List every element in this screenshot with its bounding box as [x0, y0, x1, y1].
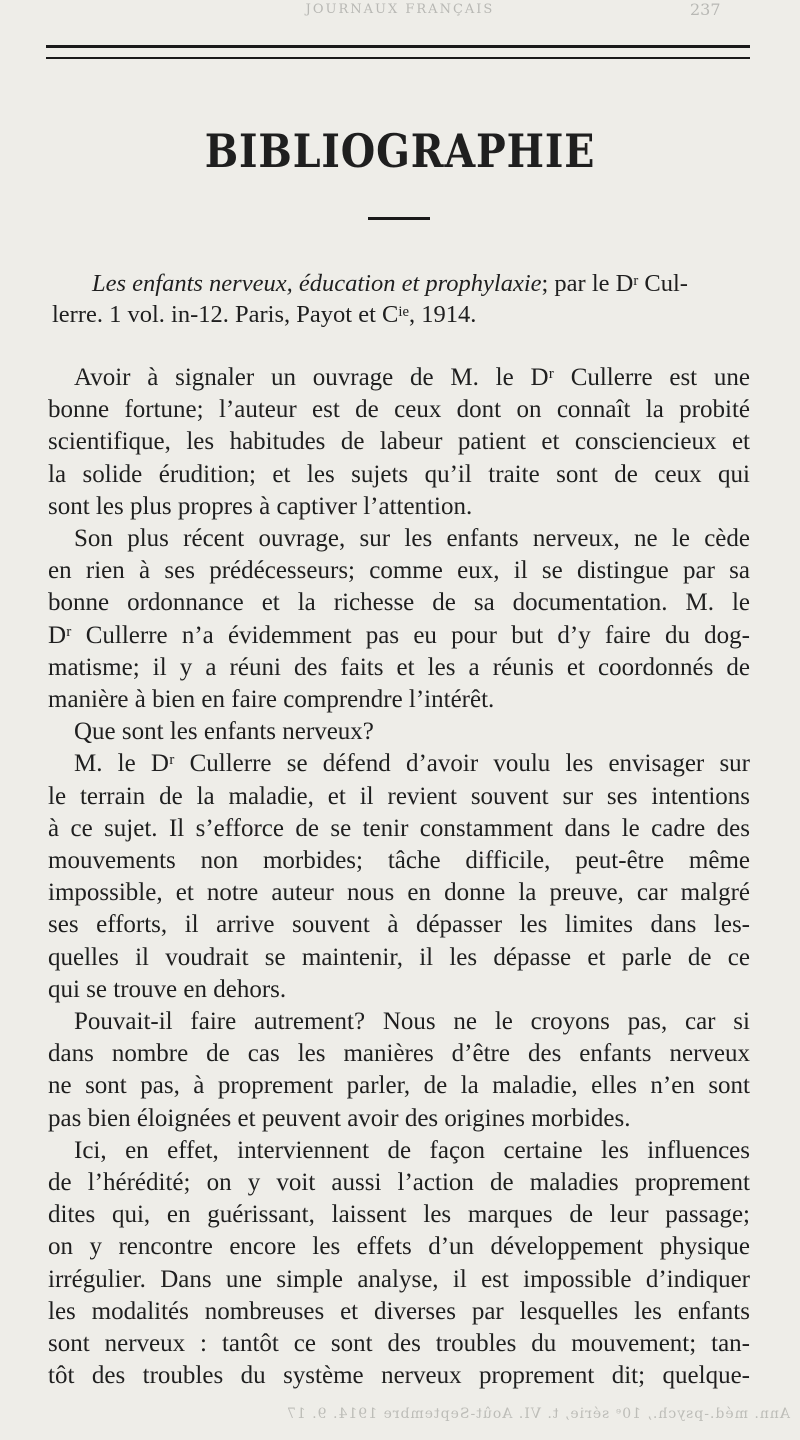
- text-line: irrégulier. Dans une simple analyse, il est impossible d’indiquer: [48, 1265, 750, 1293]
- running-head: JOURNAUX FRANÇAIS: [305, 2, 495, 17]
- text-line: quelles il voudrait se maintenir, il les dépasse et parle de ce: [48, 943, 750, 971]
- paragraph: [48, 1135, 750, 1393]
- book-citation: [52, 268, 750, 330]
- review-body: [48, 362, 750, 1393]
- text-line: de l’hérédité; on y voit aussi l’action de maladies proprement: [48, 1169, 750, 1197]
- section-title: BIBLIOGRAPHIE: [204, 124, 596, 178]
- text-line: ne sont pas, à proprement parler, de la maladie, elles n’en sont: [48, 1072, 750, 1100]
- citation-line-2: lerre. 1 vol. in-12. Paris, Payot et $C^{ie}$, 1914.: [52, 301, 477, 328]
- text-line: Avoir à signaler un ouvrage de M. le Dʳ Cullerre est une: [74, 364, 750, 391]
- text-line: Son plus récent ouvrage, sur les enfants nerveux, ne le cède: [74, 525, 750, 553]
- text-line: les modalités nombreuses et diverses par lesquelles les enfants: [48, 1297, 750, 1325]
- text-line: matisme; il y a réuni des faits et les a réunis et coordonnés de: [48, 653, 750, 681]
- text-line: impossible, et notre auteur nous en donne la preuve, car malgré: [48, 879, 750, 907]
- text-line: bonne ordonnance et la richesse de sa documentation. M. le: [48, 589, 750, 617]
- paragraph: [48, 362, 750, 523]
- text-line: en rien à ses prédécesseurs; comme eux, il se distingue par sa: [48, 557, 750, 585]
- text-line: sont les plus propres à captiver l’attention.: [48, 492, 473, 520]
- text-line: manière à bien en faire comprendre l’intérêt.: [48, 686, 495, 714]
- paragraph: [48, 748, 750, 1006]
- text-line: sont nerveux : tantôt ce sont des troubles du mouvement; tan-: [48, 1330, 750, 1358]
- text-line: la solide érudition; et les sujets qu’il traite sont de ceux qui: [48, 460, 750, 488]
- text-line: qui se trouve en dehors.: [48, 975, 287, 1003]
- citation-line-1: Les enfants nerveux, éducation et prophylaxie; par le $D^r$ Cul-: [92, 270, 688, 297]
- book-title: Les enfants nerveux, éducation et prophylaxie: [92, 270, 542, 297]
- text-line: Dʳ Cullerre n’a évidemment pas eu pour but d’y faire du dog-: [48, 621, 750, 649]
- paragraph: [48, 716, 750, 748]
- header-rule-thick: [46, 45, 750, 48]
- text-line: le terrain de la maladie, et il revient souvent sur ses intentions: [48, 782, 750, 810]
- text-line: ses efforts, il arrive souvent à dépasser les limites dans les-: [48, 911, 750, 939]
- text-line: pas bien éloignées et peuvent avoir des origines morbides.: [48, 1104, 631, 1132]
- text-line: bonne fortune; l’auteur est de ceux dont on connaît la probité: [48, 396, 750, 424]
- text-line: M. le Dʳ Cullerre se défend d’avoir voulu les envisager sur: [74, 750, 750, 778]
- paragraph: [48, 523, 750, 716]
- text-line: Pouvait-il faire autrement? Nous ne le croyons pas, car si: [74, 1008, 750, 1036]
- page-number: 237: [690, 0, 721, 19]
- bleed-through-footer: Ann. méd.-psych., 10ᵉ série, t. VI. Août-Septembre 1914. 9. 17: [285, 1406, 790, 1422]
- text-line: mouvements non morbides; tâche difficile, peut-être même: [48, 847, 750, 875]
- text-line: scientifique, les habitudes de labeur patient et consciencieux et: [48, 428, 750, 456]
- text-line: tôt des troubles du système nerveux proprement dit; quelque-: [48, 1362, 750, 1390]
- text-line: dites qui, en guérissant, laissent les marques de leur passage;: [48, 1201, 750, 1229]
- text-line: on y rencontre encore les effets d’un développement physique: [48, 1233, 750, 1261]
- text-line: Ici, en effet, interviennent de façon certaine les influences: [74, 1136, 750, 1164]
- text-line: Que sont les enfants nerveux?: [74, 718, 374, 746]
- header-rule-thin: [46, 57, 750, 59]
- text-line: dans nombre de cas les manières d’être des enfants nerveux: [48, 1040, 750, 1068]
- paragraph: [48, 1006, 750, 1135]
- text-line: à ce sujet. Il s’efforce de se tenir constamment dans le cadre des: [48, 814, 750, 842]
- title-divider: [368, 217, 430, 220]
